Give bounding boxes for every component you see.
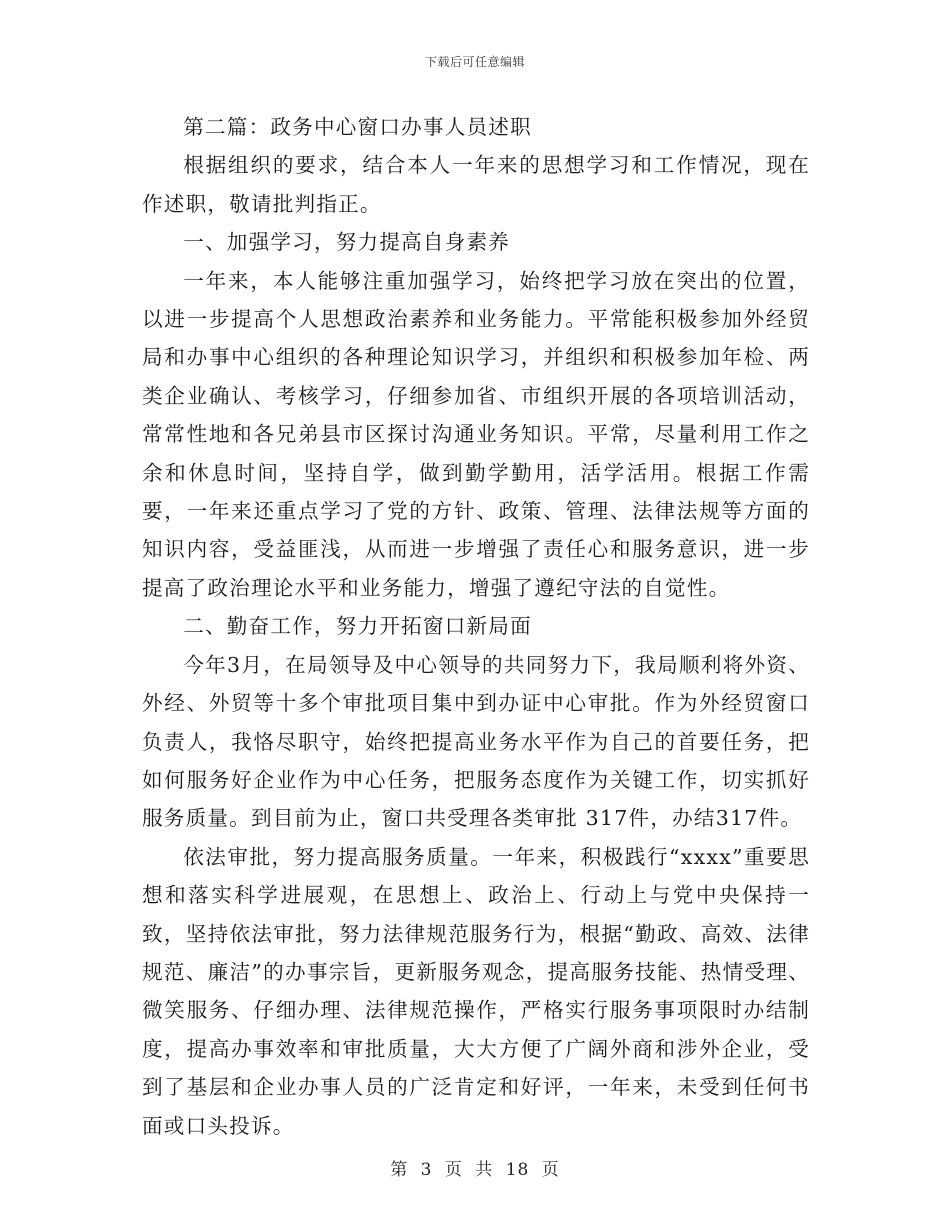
paragraph: 依法审批，努力提高服务质量。一年来，积极践行“xxxx”重要思想和落实科学进展观，在思想上、政治上、行动上与党中央保持一致，坚持依法审批，努力法律规范服务行为，根据“勤政、高效、法律规范、廉洁”的办事宗旨，更新服务观念，提高服务技能、热情受理、微笑服务、仔细办理、法律规范操作，严格实行服务事项限时办结制度，提高办事效率和审批质量，大大方便了广阔外商和涉外企业，受到了基层和企业办事人员的广泛肯定和好评，一年来，未受到任何书面或口头投诉。 <box>142 844 810 1138</box>
paragraph: 根据组织的要求，结合本人一年来的思想学习和工作情况，现在作述职，敬请批判指正。 <box>142 153 810 216</box>
section-heading: 二、勤奋工作，努力开拓窗口新局面 <box>183 614 532 639</box>
paragraph: 今年3月，在局领导及中心领导的共同努力下，我局顺利将外资、外经、外贸等十多个审批项目集中到办证中心审批。作为外经贸窗口负责人，我恪尽职守，始终把提高业务水平作为自己的首要任务，把如何服务好企业作为中心任务，把服务态度作为关键工作，切实抓好服务质量。到目前为止，窗口共受理各类审批 317件，办结317件。 <box>142 652 810 831</box>
paragraph: 一年来，本人能够注重加强学习，始终把学习放在突出的位置，以进一步提高个人思想政治素养和业务能力。平常能积极参加外经贸局和办事中心组织的各种理论知识学习，并组织和积极参加年检、两类企业确认、考核学习，仔细参加省、市组织开展的各项培训活动，常常性地和各兄弟县市区探讨沟通业务知识。平常，尽量利用工作之余和休息时间，坚持自学，做到勤学勤用，活学活用。根据工作需要，一年来还重点学习了党的方针、政策、管理、法律法规等方面的知识内容，受益匪浅，从而进一步增强了责任心和服务意识，进一步提高了政治理论水平和业务能力，增强了遵纪守法的自觉性。 <box>142 268 810 600</box>
document-body <box>142 108 810 1145</box>
page-number-footer: 第 3 页 共 18 页 <box>390 1160 560 1180</box>
section-heading: 一、加强学习，努力提高自身素养 <box>183 230 511 255</box>
page-header: 下载后可任意编辑 <box>424 55 525 69</box>
section-title: 第二篇：政务中心窗口办事人员述职 <box>183 115 532 139</box>
